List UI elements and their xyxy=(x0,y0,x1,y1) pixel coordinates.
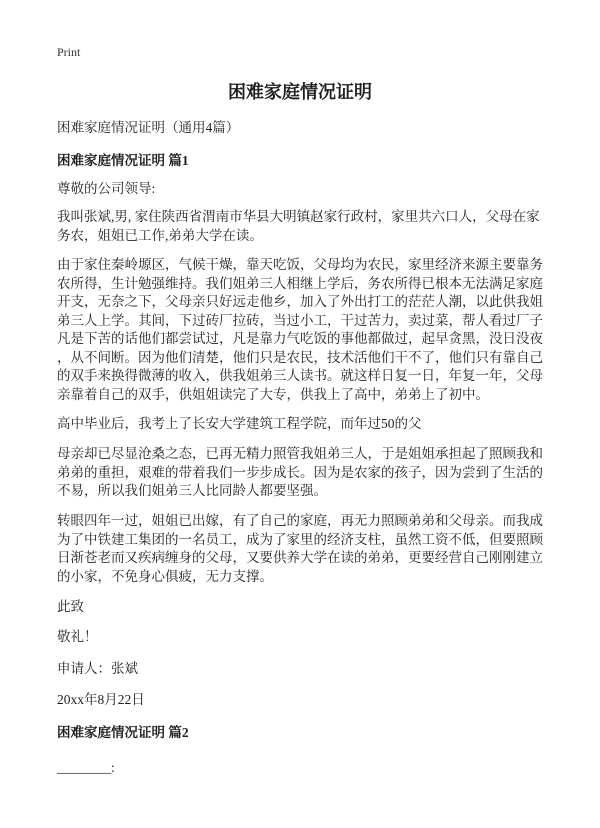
paragraph-line: 我叫张斌,男, 家住陕西省渭南市华县大明镇赵家行政村，家里共六口人，父母在家 xyxy=(57,209,540,224)
paragraph-2 xyxy=(57,256,547,404)
paragraph-line: 母亲却已尽显沧桑之态，已再无精力照管我姐弟三人，于是姐姐承担起了照顾我和 xyxy=(57,446,543,461)
section-1-heading: 困难家庭情况证明 篇1 xyxy=(57,153,189,168)
paragraph-line: 的小家，不免身心俱疲，无力支撑。 xyxy=(57,568,273,584)
paragraph-line: 转眼四年一过，姐姐已出嫁，有了自己的家庭，再无力照顾弟弟和父母亲。而我成 xyxy=(57,513,543,528)
paragraph-line: 日渐苍老而又疾病缠身的父母，又要供养大学在读的弟弟，更要经营自己刚刚建立 xyxy=(57,550,543,565)
paragraph-line: 为了中铁建工集团的一名员工，成为了家里的经济支柱，虽然工资不低，但要照顾 xyxy=(57,531,543,547)
regards-phrase: 敬礼！ xyxy=(57,629,98,644)
paragraph-line: 凡是下苦的话他们都尝试过，凡是靠力气吃饭的事他都做过，起早贪黑，没日没夜 xyxy=(57,331,543,346)
section-2-heading: 困难家庭情况证明 篇2 xyxy=(57,725,189,740)
paragraph-line: 亲靠着自己的双手，供姐姐读完了大专，供我上了高中，弟弟上了初中。 xyxy=(57,386,489,402)
paragraph-line: 务农，姐姐已工作,弟弟大学在读。 xyxy=(57,227,263,243)
paragraph-line: 弟三人上学。其间，下过砖厂拉砖，当过小工，干过苦力，卖过菜，帮人看过厂子 xyxy=(57,312,543,328)
applicant-signature: 申请人：张斌 xyxy=(57,661,138,676)
paragraph-line: 开支，无奈之下，父母亲只好远走他乡，加入了外出打工的茫茫人潮，以此供我姐 xyxy=(57,294,543,309)
salutation: 尊敬的公司领导: xyxy=(57,181,156,196)
paragraph-line: 农所得，生计勉强维持。我们姐弟三人相继上学后，务农所得已根本无法满足家庭 xyxy=(57,275,543,291)
print-link[interactable]: Print xyxy=(57,45,81,59)
paragraph-line: 的双手来换得微薄的收入，供我姐弟三人读书。就这样日复一日，年复一年，父母 xyxy=(57,368,543,383)
paragraph-line: 由于家住秦岭塬区，气候干燥，靠天吃饭，父母均为农民，家里经济来源主要靠务 xyxy=(57,257,543,272)
paragraph-line: 弟弟的重担，艰难的带着我们一步步成长。因为是农家的孩子，因为尝到了生活的 xyxy=(57,464,543,480)
paragraph-line: 高中毕业后，我考上了长安大学建筑工程学院，而年过50的父 xyxy=(57,416,422,431)
paragraph-1 xyxy=(57,208,547,245)
paragraph-4 xyxy=(57,445,547,501)
paragraph-line: 不易，所以我们姐弟三人比同龄人都要坚强。 xyxy=(57,483,327,498)
addressee-blank: ________: xyxy=(57,760,115,775)
page-title: 困难家庭情况证明 xyxy=(228,82,372,102)
document-subtitle: 困难家庭情况证明（通用4篇） xyxy=(57,120,240,135)
paragraph-5 xyxy=(57,512,547,586)
letter-date: 20xx年8月22日 xyxy=(57,692,145,707)
closing-phrase: 此致 xyxy=(57,599,84,614)
paragraph-3 xyxy=(57,415,547,434)
paragraph-line: ，从不间断。因为他们清楚，他们只是农民，技术活他们干不了，他们只有靠自己 xyxy=(57,349,543,365)
